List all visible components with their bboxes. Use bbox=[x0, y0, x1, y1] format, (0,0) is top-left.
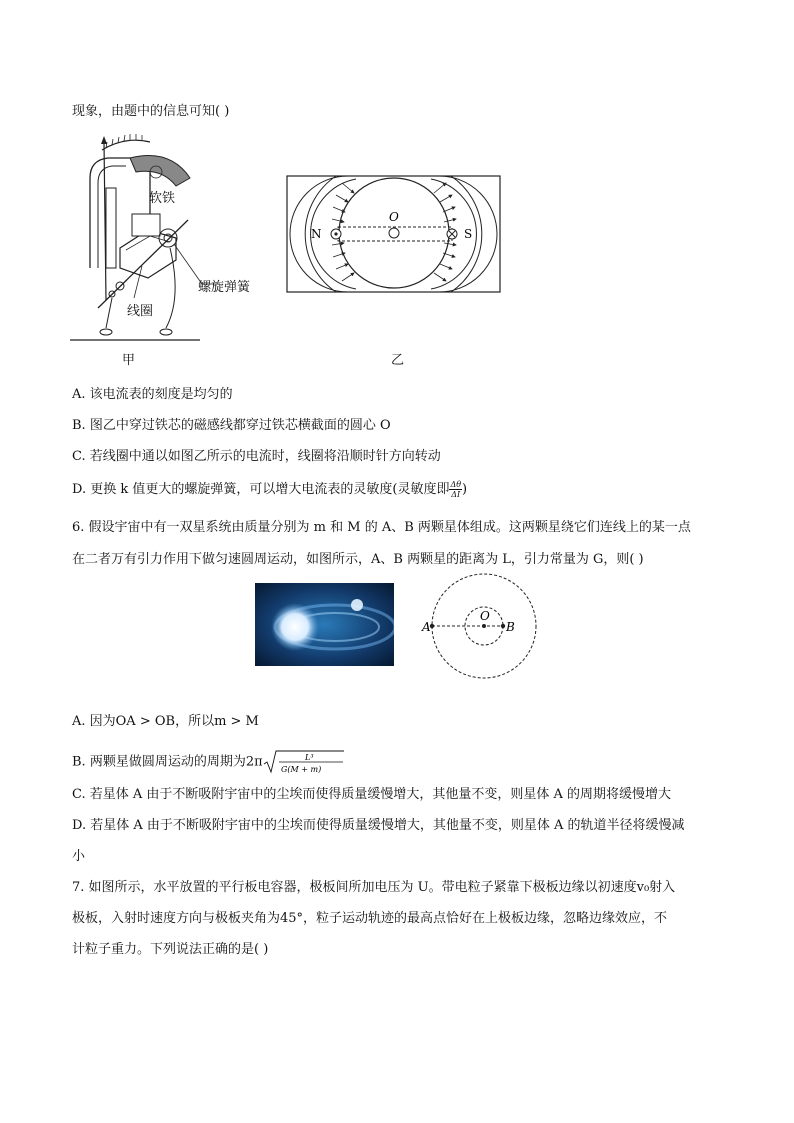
star-a-label: A bbox=[422, 620, 431, 634]
q5-option-d-close: ) bbox=[462, 482, 468, 497]
s-pole-label: S bbox=[464, 227, 473, 241]
fraction-numerator: Δθ bbox=[450, 480, 462, 489]
star-b-label: B bbox=[506, 620, 515, 634]
sensitivity-fraction bbox=[449, 480, 462, 499]
center-o-label: O bbox=[389, 210, 399, 224]
q7-stem-line2: 极板，入射时速度方向与极板夹角为45°，粒子运动轨迹的最高点恰好在上极板边缘，忽略边缘效应，不 bbox=[72, 911, 668, 926]
orbit-diagram bbox=[420, 572, 544, 684]
binary-star-photo bbox=[255, 583, 394, 666]
q6-stem-line1: 6. 假设宇宙中有一双星系统由质量分别为 m 和 M 的 A、B 两颗星体组成。这两颗星绕它们连线上的某一点 bbox=[72, 520, 691, 535]
spring-label: 螺旋弹簧 bbox=[198, 280, 251, 295]
q7-stem-line1: 7. 如图所示，水平放置的平行板电容器，极板间所加电压为 U。带电粒子紧靠下极板边缘以初速度v₀射入 bbox=[72, 880, 676, 895]
figure-jia-caption: 甲 bbox=[122, 353, 136, 368]
q7-stem-line3: 计粒子重力。下列说法正确的是( ) bbox=[72, 942, 269, 957]
figure-yi-caption: 乙 bbox=[391, 353, 405, 368]
q6-option-d-line1: D. 若星体 A 由于不断吸附宇宙中的尘埃而使得质量缓慢增大，其他量不变，则星体 A 的轨道半径将缓慢减 bbox=[72, 818, 685, 833]
radial-field-figure bbox=[286, 175, 502, 295]
q6-option-b bbox=[72, 749, 345, 775]
galvanometer-figure bbox=[70, 128, 275, 368]
q5-option-b: B. 图乙中穿过铁芯的磁感线都穿过铁芯横截面的圆心 O bbox=[72, 418, 391, 433]
q6-option-b-text: B. 两颗星做圆周运动的周期为2π bbox=[72, 754, 263, 770]
q5-option-a: A. 该电流表的刻度是均匀的 bbox=[72, 387, 233, 402]
sqrt-numerator: L³ bbox=[304, 753, 314, 762]
coil-label: 线圈 bbox=[127, 304, 154, 319]
question-intro-tail: 现象，由题中的信息可知( ) bbox=[72, 104, 230, 119]
center-o-label: O bbox=[480, 609, 490, 623]
soft-iron-label: 软铁 bbox=[149, 191, 176, 206]
q5-option-d-text: D. 更换 k 值更大的螺旋弹簧，可以增大电流表的灵敏度(灵敏度即 bbox=[72, 482, 450, 497]
fraction-denominator: ΔI bbox=[451, 490, 461, 499]
q6-option-a: A. 因为OA > OB，所以m > M bbox=[72, 714, 259, 729]
q5-option-c: C. 若线圈中通以如图乙所示的电流时，线圈将沿顺时针方向转动 bbox=[72, 449, 441, 464]
q6-stem-line2: 在二者万有引力作用下做匀速圆周运动，如图所示，A、B 两颗星的距离为 L，引力常量为 G，则( ) bbox=[72, 552, 644, 567]
q6-option-c: C. 若星体 A 由于不断吸附宇宙中的尘埃而使得质量缓慢增大，其他量不变，则星体 A 的周期将缓慢增大 bbox=[72, 787, 672, 802]
q6-option-d-line2: 小 bbox=[72, 849, 86, 864]
n-pole-label: N bbox=[311, 227, 322, 241]
sqrt-sign bbox=[263, 749, 345, 775]
q5-option-d bbox=[72, 480, 467, 499]
sqrt-denominator: G(M + m) bbox=[280, 765, 321, 774]
